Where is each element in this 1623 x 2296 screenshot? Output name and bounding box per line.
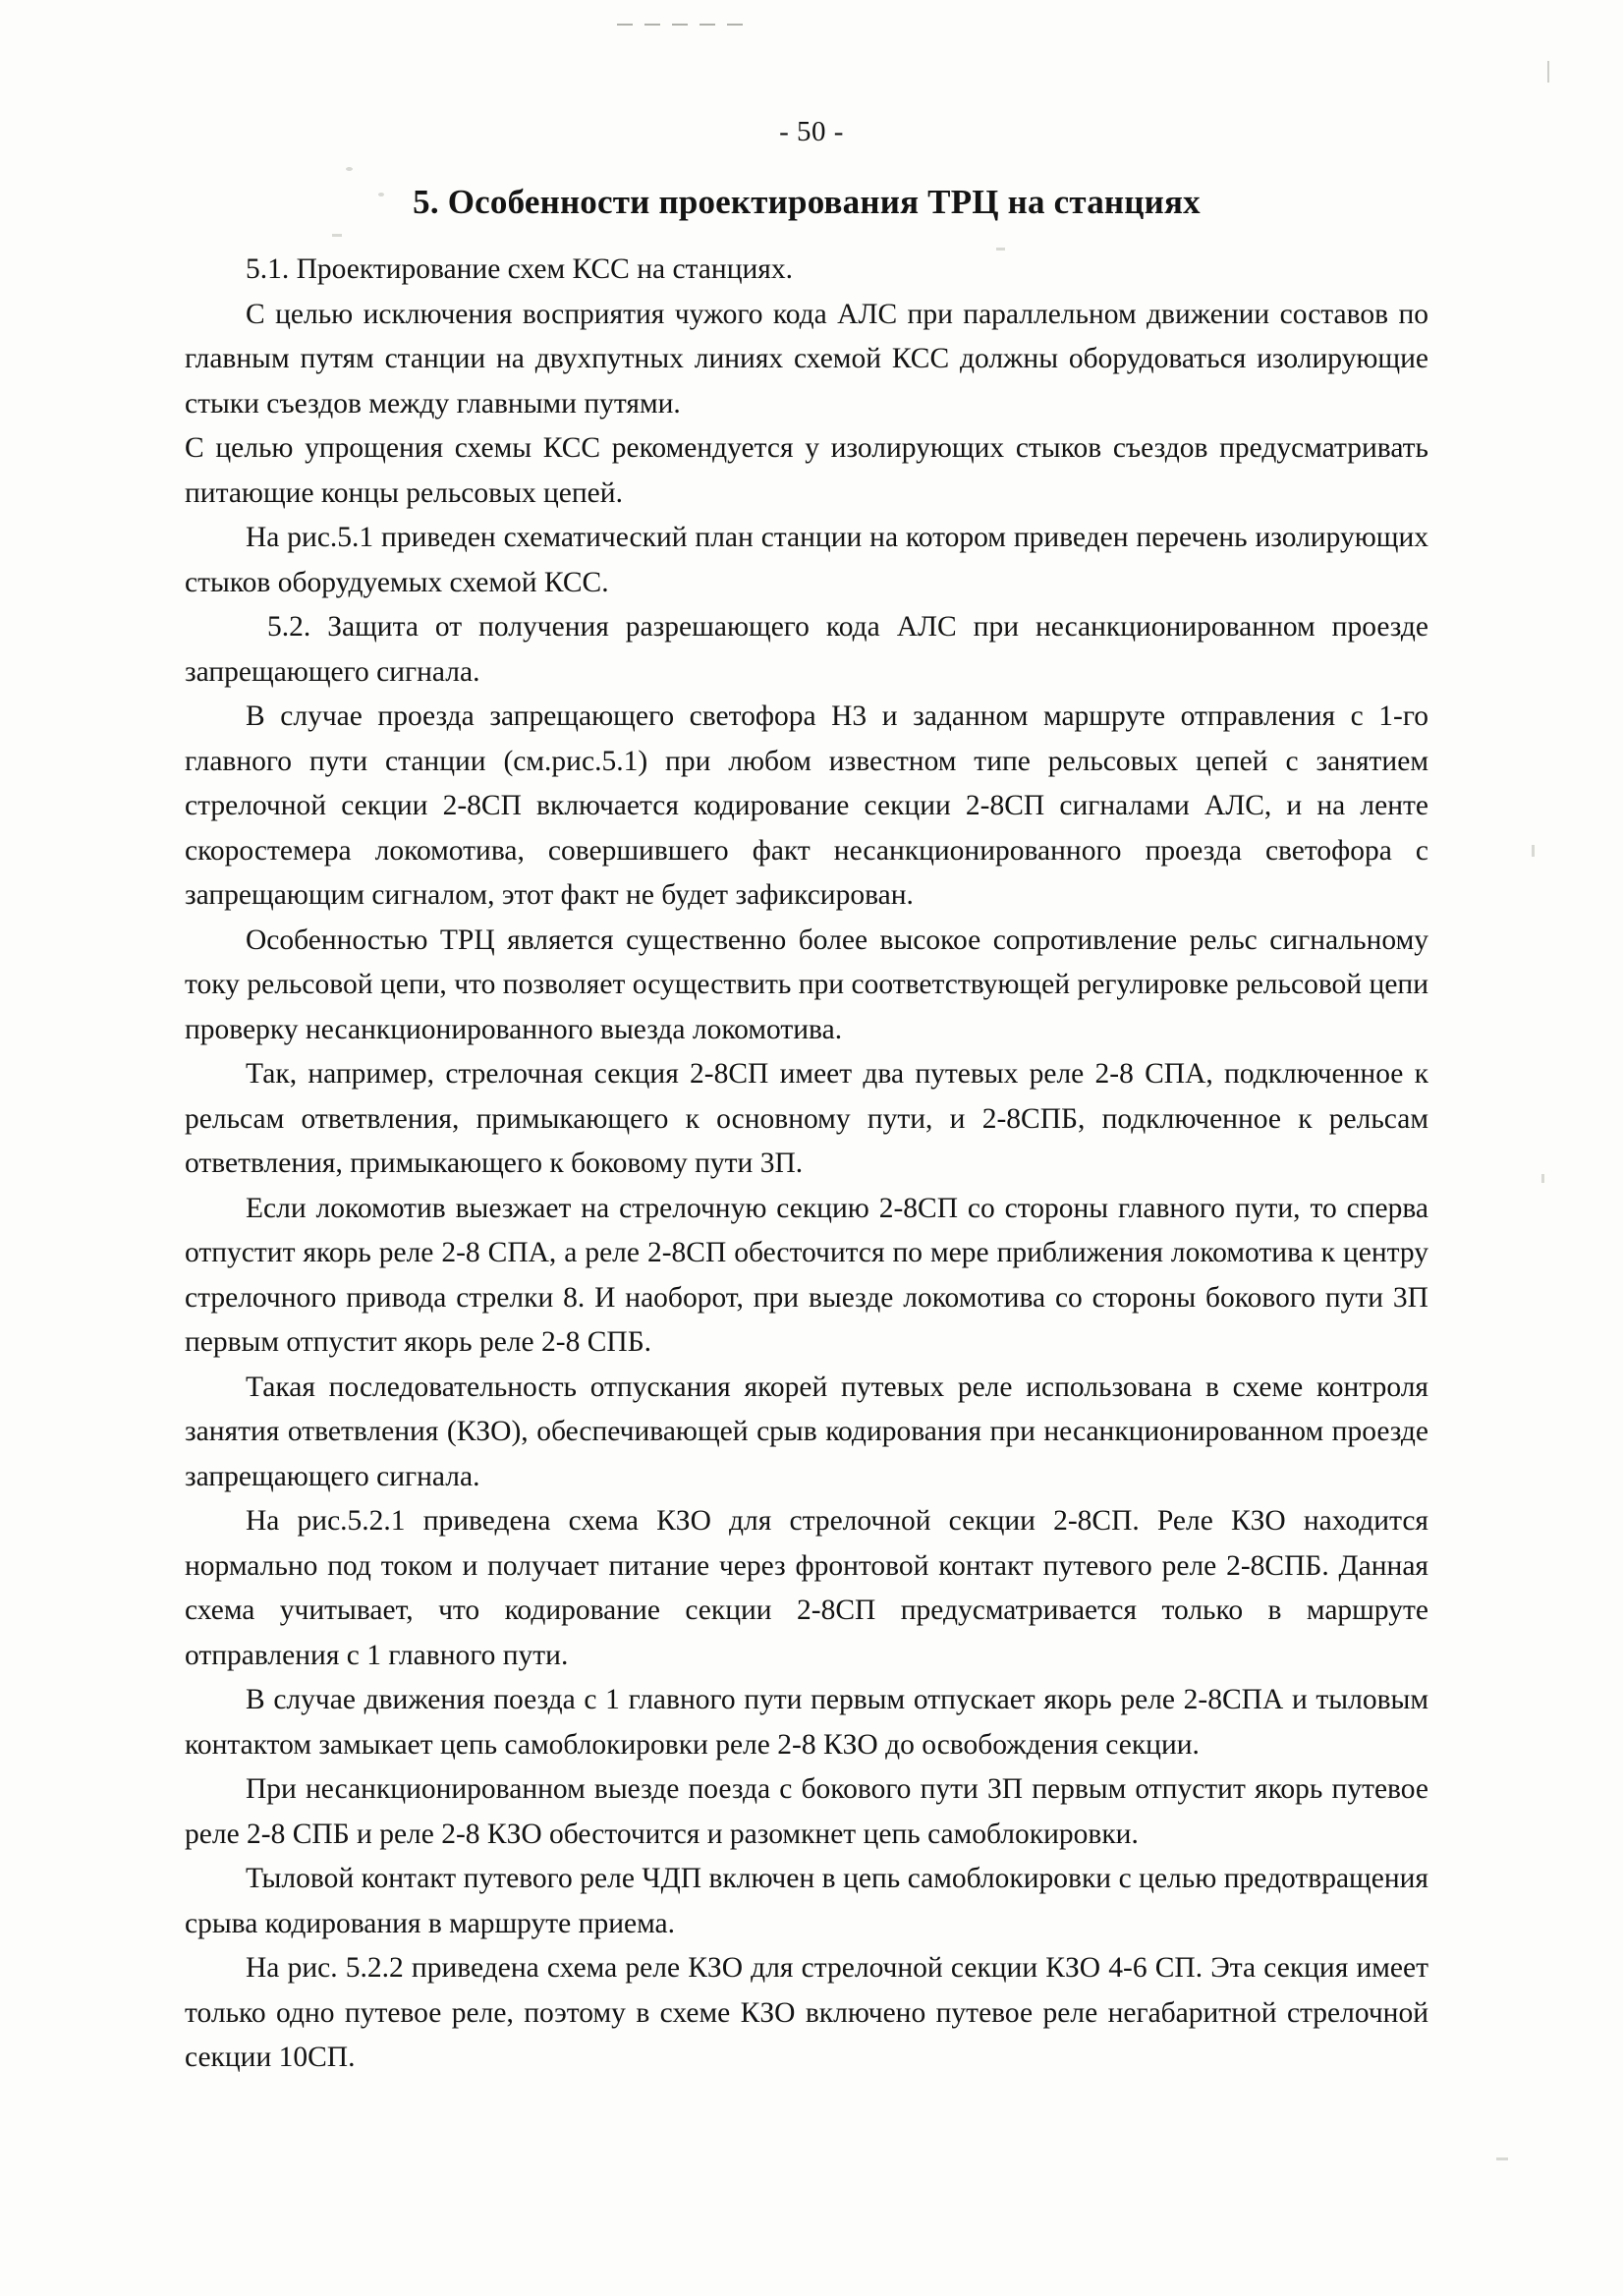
paragraph-5-2-body-6: На рис.5.2.1 приведена схема КЗО для стрелочной секции 2-8СП. Реле КЗО находится нормально под током и получает питание через фронтовой контакт путевого реле 2-8СПБ. Данная схема учитывает, что кодирование секции 2-8СП предусматривается только в маршруте отправления с 1 главного пути.: [185, 1505, 1428, 1671]
paragraph-5-1-body-1: С целью исключения восприятия чужого кода АЛС при параллельном движении составов по главным путям станции на двухпутных линиях схемой КСС должны оборудоваться изолирующие стыки съездов между главными путями.: [185, 298, 1428, 420]
page-body: [185, 183, 1428, 2081]
paragraph-5-1-body-3: На рис.5.1 приведен схематический план станции на котором приведен перечень изолирующих стыков оборудуемых схемой КСС.: [185, 522, 1428, 598]
scan-artifact-speck: [346, 167, 353, 171]
paragraph-5-1-body-2: С целью упрощения схемы КСС рекомендуется у изолирующих стыков съездов предусматривать питающие концы рельсовых цепей.: [185, 432, 1428, 509]
paragraph-5-2-body-9: Тыловой контакт путевого реле ЧДП включен в цепь самоблокировки с целью предотвращения срыва кодирования в маршруте приема.: [185, 1863, 1428, 1939]
scan-artifact-top-dashes: [617, 24, 747, 26]
paragraph-5-2-body-10: На рис. 5.2.2 приведена схема реле КЗО для стрелочной секции КЗО 4-6 СП. Эта секция имеет только одно путевое реле, поэтому в схеме КЗО включено путевое реле негабаритной стрелочной секции 10СП.: [185, 1952, 1428, 2073]
paragraph-5-2-body-2: Особенностью ТРЦ является существенно более высокое сопротивление рельс сигнальному току рельсовой цепи, что позволяет осуществить при соответствующей регулировке рельсовой цепи проверку несанкционированного выезда локомотива.: [185, 924, 1428, 1045]
paragraph-5-1-title: 5.1. Проектирование схем КСС на станциях.: [246, 253, 793, 285]
paragraph-5-2-body-3: Так, например, стрелочная секция 2-8СП имеет два путевых реле 2-8 СПА, подключенное к рельсам ответвления, примыкающего к основному пути, и 2-8СПБ, подключенное к рельсам ответвления, примыкающего к боковому пути 3П.: [185, 1058, 1428, 1179]
scan-artifact-speck: [1496, 2157, 1508, 2160]
paragraph-5-2-body-4: Если локомотив выезжает на стрелочную секцию 2-8СП со стороны главного пути, то сперва отпустит якорь реле 2-8 СПА, а реле 2-8СП обесточится по мере приближения локомотива к центру стрелочного привода стрелки 8. И наоборот, при выезде локомотива со стороны бокового пути 3П первым отпустит якорь реле 2-8 СПБ.: [185, 1192, 1428, 1358]
paragraph-5-2-body-8: При несанкционированном выезде поезда с бокового пути 3П первым отпустит якорь путевое реле 2-8 СПБ и реле 2-8 КЗО обесточится и разомкнет цепь самоблокировки.: [185, 1773, 1428, 1850]
paragraph-5-2-body-7: В случае движения поезда с 1 главного пути первым отпускает якорь реле 2-8СПА и тыловым контактом замыкает цепь самоблокировки реле 2-8 КЗО до освобождения секции.: [185, 1684, 1428, 1761]
paragraph-5-2-body-1: В случае проезда запрещающего светофора Н3 и заданном маршруте отправления с 1-го главного пути станции (см.рис.5.1) при любом известном типе рельсовых цепей с занятием стрелочной секции 2-8СП включается кодирование секции 2-8СП сигналами АЛС, и на ленте скоростемера локомотива, совершившего факт несанкционированного проезда светофора с запрещающим сигналом, этот факт не будет зафиксирован.: [185, 700, 1428, 911]
scan-artifact-speck: [1541, 1174, 1544, 1183]
scan-artifact-right-tick: [1547, 61, 1549, 83]
scan-artifact-speck: [1532, 845, 1535, 857]
paragraph-5-2-title: 5.2. Защита от получения разрешающего кода АЛС при несанкционированном проезде запрещающего сигнала.: [185, 611, 1428, 688]
page-number: - 50 -: [779, 116, 844, 147]
paragraph-5-2-body-5: Такая последовательность отпускания якорей путевых реле использована в схеме контроля занятия ответвления (КЗО), обеспечивающей срыв кодирования при несанкционированном проезде запрещающего сигнала.: [185, 1371, 1428, 1492]
page-title: 5. Особенности проектирования ТРЦ на станциях: [413, 183, 1201, 221]
